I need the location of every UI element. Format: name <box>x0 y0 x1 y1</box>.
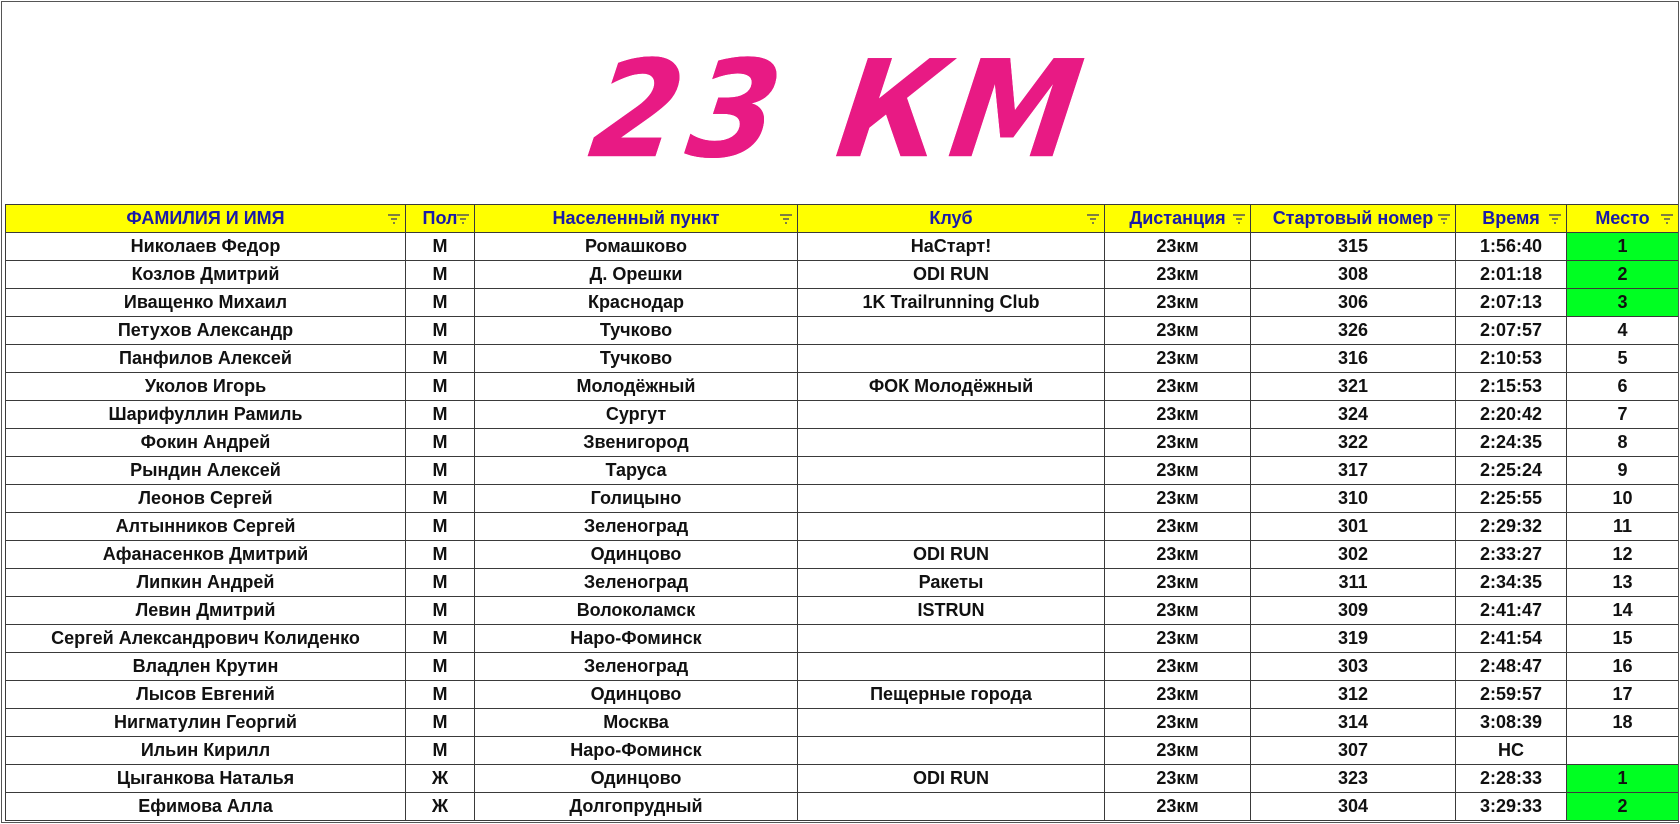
cell-sex: М <box>406 513 475 541</box>
cell-time: 2:59:57 <box>1456 681 1567 709</box>
cell-time: 2:07:57 <box>1456 317 1567 345</box>
cell-distance: 23км <box>1105 457 1251 485</box>
cell-distance: 23км <box>1105 737 1251 765</box>
cell-time: 2:33:27 <box>1456 541 1567 569</box>
cell-time: 2:41:54 <box>1456 625 1567 653</box>
filter-dropdown-icon[interactable] <box>779 213 793 225</box>
cell-name: Сергей Александрович Колиденко <box>6 625 406 653</box>
table-row <box>6 681 1679 709</box>
cell-bib: 304 <box>1251 793 1456 821</box>
cell-distance: 23км <box>1105 317 1251 345</box>
cell-name: Левин Дмитрий <box>6 597 406 625</box>
table-row <box>6 765 1679 793</box>
cell-place: 15 <box>1567 625 1679 653</box>
cell-name: Шарифуллин Рамиль <box>6 401 406 429</box>
cell-distance: 23км <box>1105 681 1251 709</box>
cell-club: ФОК Молодёжный <box>798 373 1105 401</box>
column-header-label: ФАМИЛИЯ И ИМЯ <box>126 208 285 228</box>
cell-place <box>1567 737 1679 765</box>
cell-sex: М <box>406 401 475 429</box>
cell-club: ODI RUN <box>798 261 1105 289</box>
cell-sex: М <box>406 737 475 765</box>
cell-city: Тучково <box>475 317 798 345</box>
cell-distance: 23км <box>1105 709 1251 737</box>
cell-distance: 23км <box>1105 765 1251 793</box>
column-header-label: Населенный пункт <box>552 208 720 228</box>
cell-name: Панфилов Алексей <box>6 345 406 373</box>
cell-bib: 312 <box>1251 681 1456 709</box>
title-banner <box>2 2 1678 204</box>
table-row <box>6 457 1679 485</box>
cell-club <box>798 653 1105 681</box>
filter-dropdown-icon[interactable] <box>1086 213 1100 225</box>
cell-club <box>798 317 1105 345</box>
cell-name: Рындин Алексей <box>6 457 406 485</box>
cell-bib: 308 <box>1251 261 1456 289</box>
cell-club: НаСтарт! <box>798 233 1105 261</box>
cell-city: Зеленоград <box>475 513 798 541</box>
cell-place: 14 <box>1567 597 1679 625</box>
results-table <box>5 204 1679 821</box>
cell-sex: М <box>406 709 475 737</box>
cell-bib: 322 <box>1251 429 1456 457</box>
cell-place: 6 <box>1567 373 1679 401</box>
cell-bib: 326 <box>1251 317 1456 345</box>
cell-place: 17 <box>1567 681 1679 709</box>
table-row <box>6 485 1679 513</box>
cell-name: Козлов Дмитрий <box>6 261 406 289</box>
cell-name: Иващенко Михаил <box>6 289 406 317</box>
cell-place: 10 <box>1567 485 1679 513</box>
cell-name: Нигматулин Георгий <box>6 709 406 737</box>
cell-time: 3:29:33 <box>1456 793 1567 821</box>
table-row <box>6 793 1679 821</box>
cell-time: 2:07:13 <box>1456 289 1567 317</box>
cell-distance: 23км <box>1105 625 1251 653</box>
header-row <box>6 205 1679 233</box>
cell-club: Пещерные города <box>798 681 1105 709</box>
cell-place: 4 <box>1567 317 1679 345</box>
cell-bib: 301 <box>1251 513 1456 541</box>
cell-bib: 316 <box>1251 345 1456 373</box>
cell-club <box>798 625 1105 653</box>
cell-sex: М <box>406 597 475 625</box>
cell-time: 2:25:55 <box>1456 485 1567 513</box>
cell-city: Волоколамск <box>475 597 798 625</box>
cell-bib: 307 <box>1251 737 1456 765</box>
cell-distance: 23км <box>1105 485 1251 513</box>
cell-sex: М <box>406 429 475 457</box>
filter-dropdown-icon[interactable] <box>1232 213 1246 225</box>
cell-city: Звенигород <box>475 429 798 457</box>
cell-club: ISTRUN <box>798 597 1105 625</box>
filter-dropdown-icon[interactable] <box>456 213 470 225</box>
results-body <box>6 233 1679 821</box>
cell-name: Николаев Федор <box>6 233 406 261</box>
cell-club: ODI RUN <box>798 541 1105 569</box>
cell-city: Тучково <box>475 345 798 373</box>
cell-name: Уколов Игорь <box>6 373 406 401</box>
cell-name: Алтынников Сергей <box>6 513 406 541</box>
cell-city: Наро-Фоминск <box>475 625 798 653</box>
cell-distance: 23км <box>1105 793 1251 821</box>
cell-bib: 319 <box>1251 625 1456 653</box>
table-row <box>6 569 1679 597</box>
cell-time: 2:01:18 <box>1456 261 1567 289</box>
cell-club <box>798 429 1105 457</box>
cell-time: 2:15:53 <box>1456 373 1567 401</box>
cell-place: 5 <box>1567 345 1679 373</box>
cell-name: Ефимова Алла <box>6 793 406 821</box>
filter-dropdown-icon[interactable] <box>1437 213 1451 225</box>
cell-place: 16 <box>1567 653 1679 681</box>
cell-city: Зеленоград <box>475 569 798 597</box>
cell-time: НС <box>1456 737 1567 765</box>
table-row <box>6 653 1679 681</box>
cell-bib: 321 <box>1251 373 1456 401</box>
cell-name: Фокин Андрей <box>6 429 406 457</box>
cell-bib: 302 <box>1251 541 1456 569</box>
cell-club <box>798 485 1105 513</box>
cell-sex: М <box>406 261 475 289</box>
cell-time: 1:56:40 <box>1456 233 1567 261</box>
cell-club: Ракеты <box>798 569 1105 597</box>
cell-place: 7 <box>1567 401 1679 429</box>
cell-city: Москва <box>475 709 798 737</box>
cell-distance: 23км <box>1105 289 1251 317</box>
cell-name: Петухов Александр <box>6 317 406 345</box>
cell-city: Наро-Фоминск <box>475 737 798 765</box>
cell-city: Д. Орешки <box>475 261 798 289</box>
cell-sex: М <box>406 569 475 597</box>
cell-club <box>798 457 1105 485</box>
table-row <box>6 233 1679 261</box>
filter-dropdown-icon[interactable] <box>1548 213 1562 225</box>
cell-time: 2:20:42 <box>1456 401 1567 429</box>
cell-club <box>798 793 1105 821</box>
cell-sex: М <box>406 653 475 681</box>
cell-name: Лысов Евгений <box>6 681 406 709</box>
column-header-sex[interactable] <box>406 205 475 233</box>
cell-place: 8 <box>1567 429 1679 457</box>
table-row <box>6 429 1679 457</box>
cell-time: 2:41:47 <box>1456 597 1567 625</box>
table-row <box>6 401 1679 429</box>
cell-distance: 23км <box>1105 373 1251 401</box>
table-row <box>6 737 1679 765</box>
cell-bib: 323 <box>1251 765 1456 793</box>
cell-sex: М <box>406 541 475 569</box>
column-header-label: Стартовый номер <box>1272 208 1434 228</box>
cell-bib: 310 <box>1251 485 1456 513</box>
cell-name: Ильин Кирилл <box>6 737 406 765</box>
cell-time: 2:24:35 <box>1456 429 1567 457</box>
table-row <box>6 261 1679 289</box>
cell-place: 2 <box>1567 793 1679 821</box>
cell-sex: М <box>406 373 475 401</box>
cell-city: Голицыно <box>475 485 798 513</box>
cell-distance: 23км <box>1105 597 1251 625</box>
cell-time: 2:28:33 <box>1456 765 1567 793</box>
cell-city: Одинцово <box>475 681 798 709</box>
cell-place: 1 <box>1567 233 1679 261</box>
cell-time: 3:08:39 <box>1456 709 1567 737</box>
column-header-label: Пол <box>422 208 458 228</box>
cell-city: Таруса <box>475 457 798 485</box>
cell-time: 2:29:32 <box>1456 513 1567 541</box>
distance-title: 23 КМ <box>581 32 1099 189</box>
cell-distance: 23км <box>1105 233 1251 261</box>
column-header-distance[interactable] <box>1105 205 1251 233</box>
column-header-bib[interactable] <box>1251 205 1456 233</box>
cell-distance: 23км <box>1105 401 1251 429</box>
column-header-city[interactable] <box>475 205 798 233</box>
cell-bib: 324 <box>1251 401 1456 429</box>
cell-time: 2:25:24 <box>1456 457 1567 485</box>
column-header-label: Клуб <box>929 208 973 228</box>
cell-sex: Ж <box>406 765 475 793</box>
results-sheet <box>1 1 1679 823</box>
cell-name: Афанасенков Дмитрий <box>6 541 406 569</box>
cell-bib: 311 <box>1251 569 1456 597</box>
cell-place: 9 <box>1567 457 1679 485</box>
cell-sex: М <box>406 457 475 485</box>
cell-place: 18 <box>1567 709 1679 737</box>
cell-name: Леонов Сергей <box>6 485 406 513</box>
filter-dropdown-icon[interactable] <box>387 213 401 225</box>
cell-name: Владлен Крутин <box>6 653 406 681</box>
cell-sex: М <box>406 317 475 345</box>
cell-time: 2:48:47 <box>1456 653 1567 681</box>
cell-distance: 23км <box>1105 541 1251 569</box>
cell-place: 12 <box>1567 541 1679 569</box>
column-header-place[interactable] <box>1567 205 1679 233</box>
table-row <box>6 541 1679 569</box>
column-header-label: Место <box>1595 208 1650 228</box>
cell-club <box>798 345 1105 373</box>
cell-bib: 315 <box>1251 233 1456 261</box>
cell-distance: 23км <box>1105 513 1251 541</box>
table-row <box>6 289 1679 317</box>
column-header-label: Дистанция <box>1129 208 1226 228</box>
table-row <box>6 345 1679 373</box>
column-header-name[interactable] <box>6 205 406 233</box>
cell-place: 1 <box>1567 765 1679 793</box>
table-row <box>6 373 1679 401</box>
cell-city: Долгопрудный <box>475 793 798 821</box>
table-row <box>6 597 1679 625</box>
cell-place: 13 <box>1567 569 1679 597</box>
cell-city: Молодёжный <box>475 373 798 401</box>
cell-distance: 23км <box>1105 569 1251 597</box>
cell-sex: М <box>406 289 475 317</box>
filter-dropdown-icon[interactable] <box>1660 213 1674 225</box>
cell-bib: 303 <box>1251 653 1456 681</box>
cell-club <box>798 401 1105 429</box>
column-header-label: Время <box>1482 208 1540 228</box>
cell-place: 3 <box>1567 289 1679 317</box>
cell-place: 2 <box>1567 261 1679 289</box>
cell-place: 11 <box>1567 513 1679 541</box>
cell-sex: М <box>406 625 475 653</box>
cell-city: Одинцово <box>475 541 798 569</box>
cell-name: Липкин Андрей <box>6 569 406 597</box>
cell-sex: М <box>406 681 475 709</box>
cell-sex: Ж <box>406 793 475 821</box>
cell-sex: М <box>406 485 475 513</box>
cell-city: Одинцово <box>475 765 798 793</box>
cell-sex: М <box>406 233 475 261</box>
cell-sex: М <box>406 345 475 373</box>
column-header-club[interactable] <box>798 205 1105 233</box>
column-header-time[interactable] <box>1456 205 1567 233</box>
table-row <box>6 513 1679 541</box>
cell-distance: 23км <box>1105 345 1251 373</box>
cell-bib: 317 <box>1251 457 1456 485</box>
cell-city: Краснодар <box>475 289 798 317</box>
cell-bib: 306 <box>1251 289 1456 317</box>
cell-club <box>798 737 1105 765</box>
cell-time: 2:10:53 <box>1456 345 1567 373</box>
cell-bib: 309 <box>1251 597 1456 625</box>
cell-city: Зеленоград <box>475 653 798 681</box>
cell-club: 1K Trailrunning Club <box>798 289 1105 317</box>
cell-city: Ромашково <box>475 233 798 261</box>
cell-city: Сургут <box>475 401 798 429</box>
cell-bib: 314 <box>1251 709 1456 737</box>
cell-club <box>798 513 1105 541</box>
table-row <box>6 317 1679 345</box>
cell-distance: 23км <box>1105 429 1251 457</box>
table-row <box>6 709 1679 737</box>
cell-time: 2:34:35 <box>1456 569 1567 597</box>
cell-club <box>798 709 1105 737</box>
cell-distance: 23км <box>1105 653 1251 681</box>
cell-name: Цыганкова Наталья <box>6 765 406 793</box>
cell-club: ODI RUN <box>798 765 1105 793</box>
cell-distance: 23км <box>1105 261 1251 289</box>
table-row <box>6 625 1679 653</box>
